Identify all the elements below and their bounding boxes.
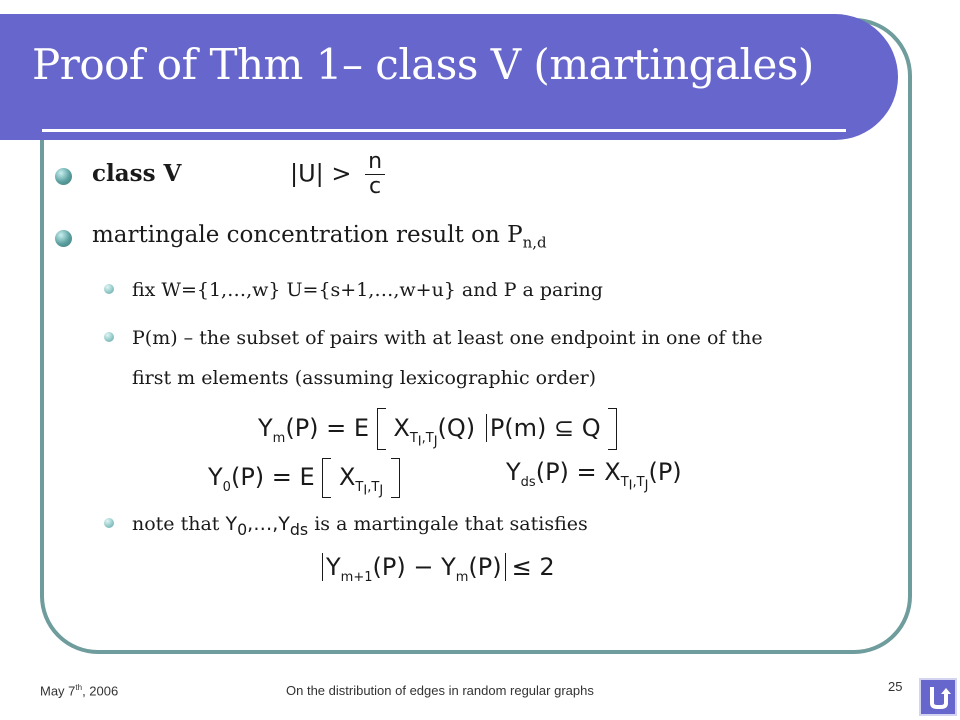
martingale-bound	[322, 553, 555, 585]
sub-bullet-pm-line2: first m elements (assuming lexicographic order)	[132, 367, 597, 389]
class-v-numerator: n	[365, 150, 385, 175]
seq-yds: Y	[278, 513, 290, 535]
x-sub-i: I	[628, 478, 633, 494]
seq-dots: ,…,	[247, 513, 279, 535]
footer-title: On the distribution of edges in random regular graphs	[286, 683, 594, 698]
ym-subscript: m	[272, 430, 286, 446]
seq-subds: ds	[289, 519, 309, 539]
return-button[interactable]	[919, 678, 957, 716]
ym-condition: P(m) ⊆ Q	[489, 414, 601, 442]
x-sub-t: T	[620, 474, 629, 490]
x-sub-t2: T	[425, 430, 434, 446]
x-sub-j: J	[379, 483, 384, 499]
bound-sub-m: m	[455, 569, 469, 585]
ym-mid: (P) = E	[285, 414, 370, 442]
x-sub-j: J	[433, 434, 438, 450]
footer-date-text: May 7	[40, 683, 76, 699]
seq-y0: Y	[225, 513, 238, 535]
sub-bullet-fix: fix W={1,…,w} U={s+1,…,w+u} and P a paring	[132, 279, 603, 301]
x-arg: (Q)	[437, 414, 476, 442]
bullet-martingale-text: martingale concentration result on P	[92, 222, 523, 248]
note-after: is a martingale that satisfies	[308, 513, 588, 535]
y0-mid: (P) = E	[230, 463, 315, 491]
ym-definition: $Y_m(P) = E$ $X_{T_I,T_J}(Q)$ P(m) ⊆ Q	[258, 408, 617, 450]
right-bracket	[391, 458, 400, 498]
x-sub-t: T	[355, 479, 364, 495]
class-v-inequality	[290, 150, 385, 199]
yds-arg: (P)	[648, 458, 682, 486]
yds-definition: $Y_{ds}(P) = X_{T_I,T_J}(P)$	[506, 458, 682, 494]
bound-y: Y	[326, 553, 341, 581]
y0-subscript: 0	[222, 479, 231, 495]
martingale-sequence	[225, 513, 309, 539]
sub-bullet-pm-line1: P(m) – the subset of pairs with at least one endpoint in one of the	[132, 327, 763, 349]
yds-subscript: ds	[520, 474, 536, 490]
class-v-lhs: |U| >	[290, 159, 352, 188]
bullet-icon	[55, 230, 72, 247]
sub-bullet-icon	[104, 284, 114, 294]
x-symbol: X	[393, 414, 410, 442]
x-sub-t2: T	[371, 479, 380, 495]
x-symbol: X	[338, 463, 356, 491]
slide-title: Proof of Thm 1– class V (martingales)	[32, 40, 814, 89]
sub-bullet-icon	[104, 332, 114, 342]
y0-symbol: Y	[208, 463, 223, 491]
footer-date	[40, 683, 118, 698]
note-before: note that	[132, 513, 226, 535]
yds-symbol: Y	[506, 458, 521, 486]
sub-bullet-icon	[104, 518, 114, 528]
yds-mid: (P) = X	[535, 458, 621, 486]
x-sub-t: T	[409, 430, 418, 446]
ym-symbol: Y	[258, 414, 273, 442]
right-bracket	[608, 408, 617, 450]
class-v-denominator: c	[369, 174, 382, 199]
y0-definition: $Y_0(P) = E$ $X_{T_I,T_J}$	[208, 458, 400, 498]
left-bracket	[377, 408, 386, 450]
sub-bullet-note	[132, 506, 588, 548]
footer-date-year: , 2006	[82, 683, 119, 699]
bound-end: (P)	[468, 553, 502, 581]
bound-relation: ≤ 2	[511, 553, 555, 581]
x-sub-i: I	[417, 434, 422, 450]
page-number: 25	[888, 679, 903, 694]
bound-sub-m1: m+1	[340, 569, 373, 585]
bullet-martingale	[92, 222, 547, 252]
x-sub-j: J	[644, 478, 649, 494]
title-underline	[42, 129, 846, 132]
return-icon	[924, 683, 952, 711]
bullet-class-v: class V	[92, 160, 182, 187]
bullet-icon	[55, 168, 72, 185]
bound-mid: (P) − Y	[372, 553, 456, 581]
left-bracket	[322, 458, 331, 498]
seq-sub0: 0	[237, 519, 248, 539]
bullet-martingale-subscript: n,d	[522, 233, 547, 252]
x-sub-i: I	[363, 483, 368, 499]
x-sub-t2: T	[636, 474, 645, 490]
footer-date-sup: th	[75, 683, 83, 692]
